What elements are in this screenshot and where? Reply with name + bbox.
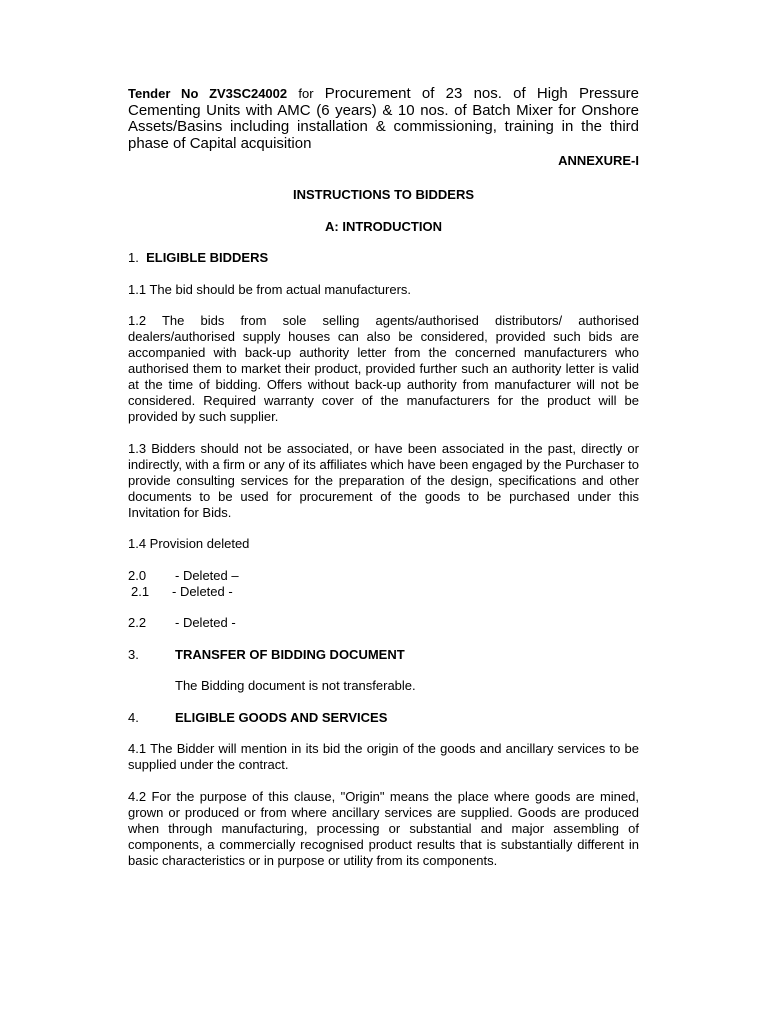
clause-2-2 xyxy=(128,615,639,631)
clause-2-0-text: - Deleted – xyxy=(175,567,239,583)
section-1-title: ELIGIBLE BIDDERS xyxy=(146,250,269,265)
section-3-number: 3. xyxy=(128,646,139,662)
clause-2-0 xyxy=(128,568,639,584)
tender-header xyxy=(128,86,639,152)
section-1-number: 1. xyxy=(128,250,139,265)
document-title: INSTRUCTIONS TO BIDDERS xyxy=(292,187,475,202)
clause-2-1 xyxy=(128,584,639,600)
section-3-title: TRANSFER OF BIDDING DOCUMENT xyxy=(175,646,405,662)
section-1-heading xyxy=(128,250,639,266)
clause-1-3: 1.3 Bidders should not be associated, or have been associated in the past, directly or indirectly, with a firm or any of its affiliates which have been engaged by the Purchaser to provide consulting services for the preparation of the design, specifications and other documents to be used for procurement of the goods to be purchased under this Invitation for Bids. xyxy=(128,440,639,520)
section-4-heading xyxy=(128,710,639,726)
clause-2-2-text: - Deleted - xyxy=(175,615,236,630)
tender-number: Tender No ZV3SC24002 xyxy=(128,86,288,101)
section-4-number: 4. xyxy=(128,709,139,725)
clause-2-0-number: 2.0 xyxy=(128,567,147,583)
clause-4-2: 4.2 For the purpose of this clause, "Origin" means the place where goods are mined, grown or produced or from where ancillary services are supplied. Goods are produced when through manufacturing, processing or substantial and major assembling of components, a commercially recognised product results that is substantially different in basic characteristics or in purpose or utility from its components. xyxy=(128,788,639,868)
section-3-body: The Bidding document is not transferable. xyxy=(175,678,416,693)
clause-1-1: 1.1 The bid should be from actual manufacturers. xyxy=(128,281,412,297)
tender-subject: Procurement of 23 nos. of High Pressure Cementing Units with AMC (6 years) & 10 nos. of Batch Mixer for Onshore Assets/Basins including installation & commissioning, training in the third phase of Capital acquisition xyxy=(128,85,640,152)
clause-2-1-number: 2.1 xyxy=(131,583,150,599)
clause-1-2: 1.2 The bids from sole selling agents/authorised distributors/ authorised dealers/authorised supply houses can also be considered, provided such bids are accompanied with back-up authority letter from the concerned manufacturers who authorised them to market their product, provided further such an authority letter is valid at the time of bidding. Offers without back-up authority from manufacturer will not be considered. Required warranty cover of the manufacturers for the product will be provided by such supplier. xyxy=(128,313,639,424)
annexure-label: ANNEXURE-I xyxy=(558,153,639,168)
document-page xyxy=(128,86,639,869)
tender-for: for xyxy=(298,86,314,101)
clause-1-4: 1.4 Provision deleted xyxy=(128,536,250,551)
clause-2-2-number: 2.2 xyxy=(128,615,147,630)
section-4-title: ELIGIBLE GOODS AND SERVICES xyxy=(175,709,388,725)
clause-4-1: 4.1 The Bidder will mention in its bid the origin of the goods and ancillary services to be supplied under the contract. xyxy=(128,741,639,772)
section-3-heading xyxy=(128,647,639,663)
clause-2-1-text: - Deleted - xyxy=(172,583,233,599)
section-a-heading: A: INTRODUCTION xyxy=(325,218,442,234)
